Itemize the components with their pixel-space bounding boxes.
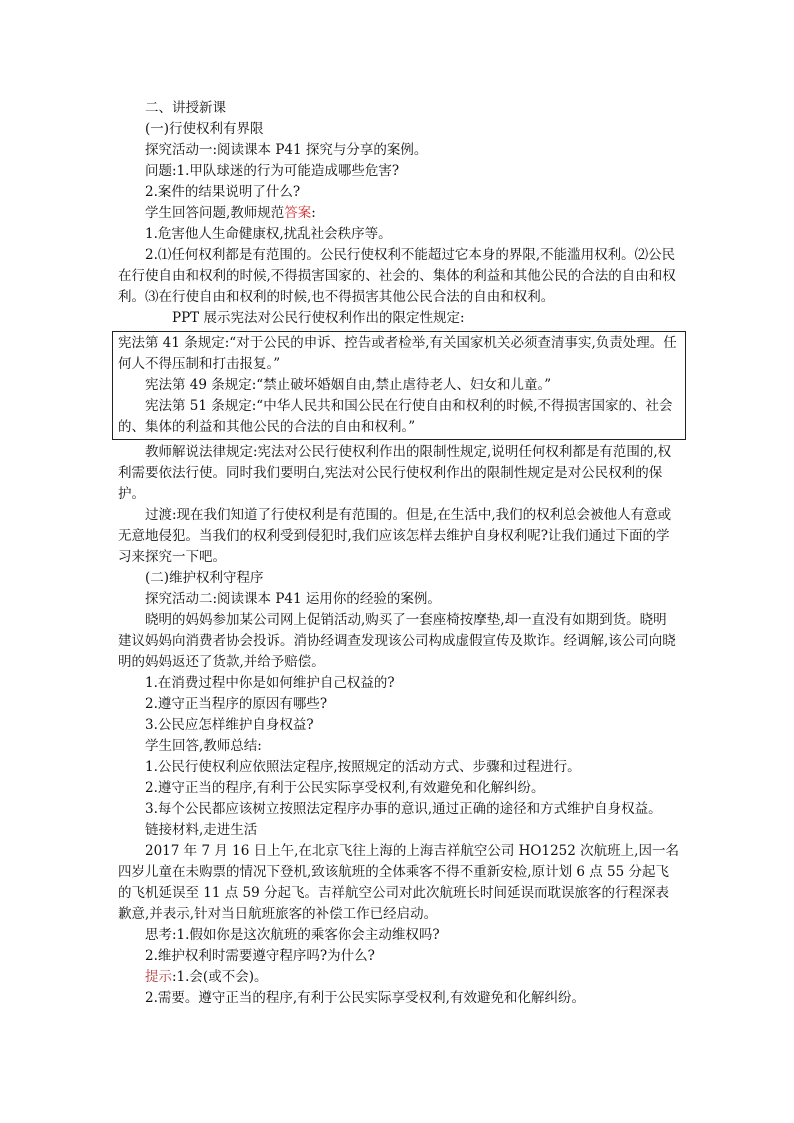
subsection-2-title: (二)维护权利守程序 xyxy=(145,570,264,586)
answer-intro xyxy=(118,203,680,224)
answer-2: 2.⑴任何权利都是有范围的。公民行使权利不能超过它本身的界限,不能滥用权利。⑵公民在行使自由和权利的时候,不得损害国家的、社会的、集体的利益和其他公民的合法的自由和权利。⑶在行使自由和权利的时候,也不得损害其他公民合法的自由和权利。 xyxy=(118,247,676,305)
law-51: 宪法第 51 条规定:“中华人民共和国公民在行使自由和权利的时候,不得损害国家的、社会的、集体的利益和其他公民的合法的自由和权利。” xyxy=(118,398,673,435)
summary-2: 2.遵守正当的程序,有利于公民实际享受权利,有效避免和化解纠纷。 xyxy=(145,780,545,796)
link-material-title: 链接材料,走进生活 xyxy=(145,822,258,838)
answer-1: 1.危害他人生命健康权,扰乱社会秩序等。 xyxy=(145,226,392,242)
question-1: 问题:1.甲队球迷的行为可能造成哪些危害? xyxy=(145,163,400,179)
subsection-1-title: (一)行使权利有界限 xyxy=(145,121,264,137)
case-text: 晓明的妈妈参加某公司网上促销活动,购买了一套座椅按摩垫,却一直没有如期到货。晓明建议妈妈向消费者协会投诉。消协经调查发现该公司构成虚假宣传及欺诈。经调解,该公司向晓明的妈妈返还了货款,并给予赔偿。 xyxy=(118,612,676,670)
law-41: 宪法第 41 条规定:“对于公民的申诉、控告或者检举,有关国家机关必须查清事实,负责处理。任何人不得压制和打击报复。” xyxy=(118,335,677,372)
activity-1: 探究活动一:阅读课本 P41 探究与分享的案例。 xyxy=(145,142,428,158)
summary-3: 3.每个公民都应该树立按照法定程序办事的意识,通过正确的途径和方式维护自身权益。 xyxy=(145,801,662,817)
document-page xyxy=(118,98,680,1009)
hint-2: 2.需要。遵守正当的程序,有利于公民实际享受权利,有效避免和化解纠纷。 xyxy=(145,990,585,1006)
ppt-intro: PPT 展示宪法对公民行使权利作出的限定性规定: xyxy=(172,310,465,326)
question-2: 2.案件的结果说明了什么? xyxy=(145,184,301,200)
answer-highlight: 答案 xyxy=(284,205,312,221)
think-1: 思考:1.假如你是这次航班的乘客你会主动维权吗? xyxy=(145,927,440,943)
summary-intro: 学生回答,教师总结: xyxy=(145,738,262,754)
answer-intro-colon: : xyxy=(311,205,316,221)
law-49: 宪法第 49 条规定:“禁止破坏婚姻自由,禁止虐待老人、妇女和儿童。” xyxy=(145,377,552,393)
transition: 过渡:现在我们知道了行使权利是有范围的。但是,在生活中,我们的权利总会被他人有意或无意地侵犯。当我们的权利受到侵犯时,我们应该怎样去维护自身权利呢?让我们通过下面的学习来探究一下吧。 xyxy=(118,507,672,565)
hint-label: 提示 xyxy=(145,969,172,985)
answer-intro-text: 学生回答问题,教师规范 xyxy=(145,205,285,221)
case-question-1: 1.在消费过程中你是如何维护自己权益的? xyxy=(145,675,395,691)
activity-2: 探究活动二:阅读课本 P41 运用你的经验的案例。 xyxy=(145,591,441,607)
case-question-2: 2.遵守正当程序的原因有哪些? xyxy=(145,696,328,712)
law-quote-box xyxy=(112,331,686,440)
section-title: 二、讲授新课 xyxy=(145,100,226,116)
think-2: 2.维护权利时需要遵守程序吗?为什么? xyxy=(145,948,375,964)
hint-1-text: :1.会(或不会)。 xyxy=(172,969,268,985)
case-question-3: 3.公民应怎样维护自身权益? xyxy=(145,717,314,733)
summary-1: 1.公民行使权利应依照法定程序,按照规定的活动方式、步骤和过程进行。 xyxy=(145,759,581,775)
hint-1 xyxy=(118,967,680,988)
news-text: 2017 年 7 月 16 日上午,在北京飞往上海的上海吉祥航空公司 HO1252 次航班上,因一名四岁儿童在未购票的情况下登机,致该航班的全体乘客不得不重新安检,原计划 6 点 55 分起飞的飞机延误至 11 点 59 分起飞。吉祥航空公司对此次航班长时间延误而耽误旅客的行程深表歉意,并表示,针对当日航班旅客的补偿工作已经启动。 xyxy=(118,843,679,922)
teacher-explanation: 教师解说法律规定:宪法对公民行使权利作出的限制性规定,说明任何权利都是有范围的,权利需要依法行使。同时我们要明白,宪法对公民行使权利作出的限制性规定是对公民权利的保护。 xyxy=(118,444,672,502)
